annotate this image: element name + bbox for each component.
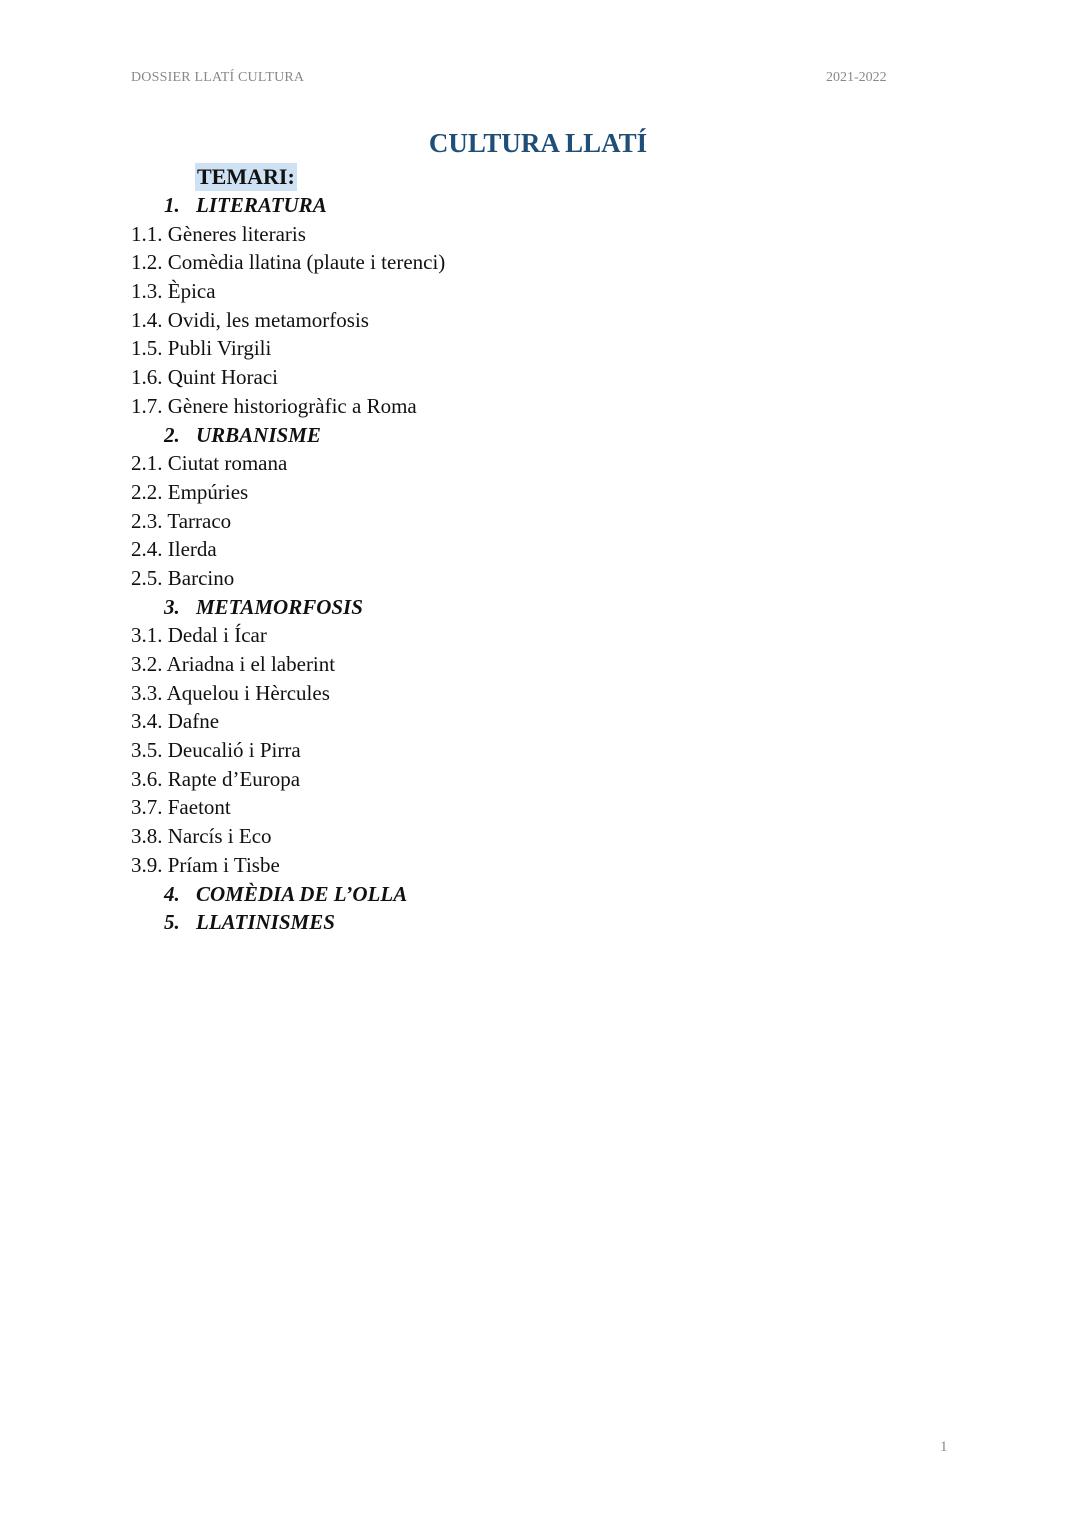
section-number: 3. xyxy=(164,594,180,619)
list-item: 3.4. Dafne xyxy=(131,709,220,734)
section-heading xyxy=(131,908,931,937)
list-item: 1.7. Gènere historiogràfic a Roma xyxy=(131,393,417,418)
section-number: 2. xyxy=(164,422,180,447)
section-title: LITERATURA xyxy=(196,193,327,217)
section-number: 1. xyxy=(164,193,180,217)
section-heading xyxy=(131,421,931,450)
list-item: 3.9. Príam i Tisbe xyxy=(131,852,280,877)
list-item: 3.5. Deucalió i Pirra xyxy=(131,738,301,763)
page-number: 1 xyxy=(940,1439,948,1455)
header-left-text: DOSSIER LLATÍ CULTURA xyxy=(131,70,305,85)
list-item: 1.4. Ovidi, les metamorfosis xyxy=(131,307,369,332)
header-right-text: 2021-2022 xyxy=(826,70,887,85)
section-heading xyxy=(131,593,931,622)
list-item: 2.4. Ilerda xyxy=(131,537,217,562)
section-number: 5. xyxy=(164,910,180,935)
list-item: 3.7. Faetont xyxy=(131,795,231,820)
list-item: 3.2. Ariadna i el laberint xyxy=(131,652,336,676)
list-item: 1.2. Comèdia llatina (plaute i terenci) xyxy=(131,250,446,275)
list-item: 3.6. Rapte d’Europa xyxy=(131,766,301,791)
section-number: 4. xyxy=(164,881,180,906)
temari-label: TEMARI: xyxy=(197,164,295,189)
list-item: 2.2. Empúries xyxy=(131,479,249,504)
list-item: 3.3. Aquelou i Hèrcules xyxy=(131,680,330,705)
section-title: LLATINISMES xyxy=(196,910,335,935)
list-item: 1.6. Quint Horaci xyxy=(131,365,278,390)
list-item: 2.3. Tarraco xyxy=(131,508,232,533)
list-item: 3.1. Dedal i Ícar xyxy=(131,623,267,648)
section-heading xyxy=(131,191,931,220)
section-title: METAMORFOSIS xyxy=(196,594,363,619)
section-title: COMÈDIA DE L’OLLA xyxy=(196,881,408,906)
document-title: CULTURA LLATÍ xyxy=(428,128,648,158)
list-item: 3.8. Narcís i Eco xyxy=(131,824,272,849)
section-heading xyxy=(131,880,931,909)
list-item: 2.1. Ciutat romana xyxy=(131,451,288,476)
list-item: 2.5. Barcino xyxy=(131,565,235,590)
list-item: 1.1. Gèneres literaris xyxy=(131,221,306,246)
list-item: 1.5. Publi Virgili xyxy=(131,336,272,361)
table-of-contents xyxy=(131,191,931,937)
section-title: URBANISME xyxy=(196,422,321,447)
list-item: 1.3. Èpica xyxy=(131,279,216,304)
